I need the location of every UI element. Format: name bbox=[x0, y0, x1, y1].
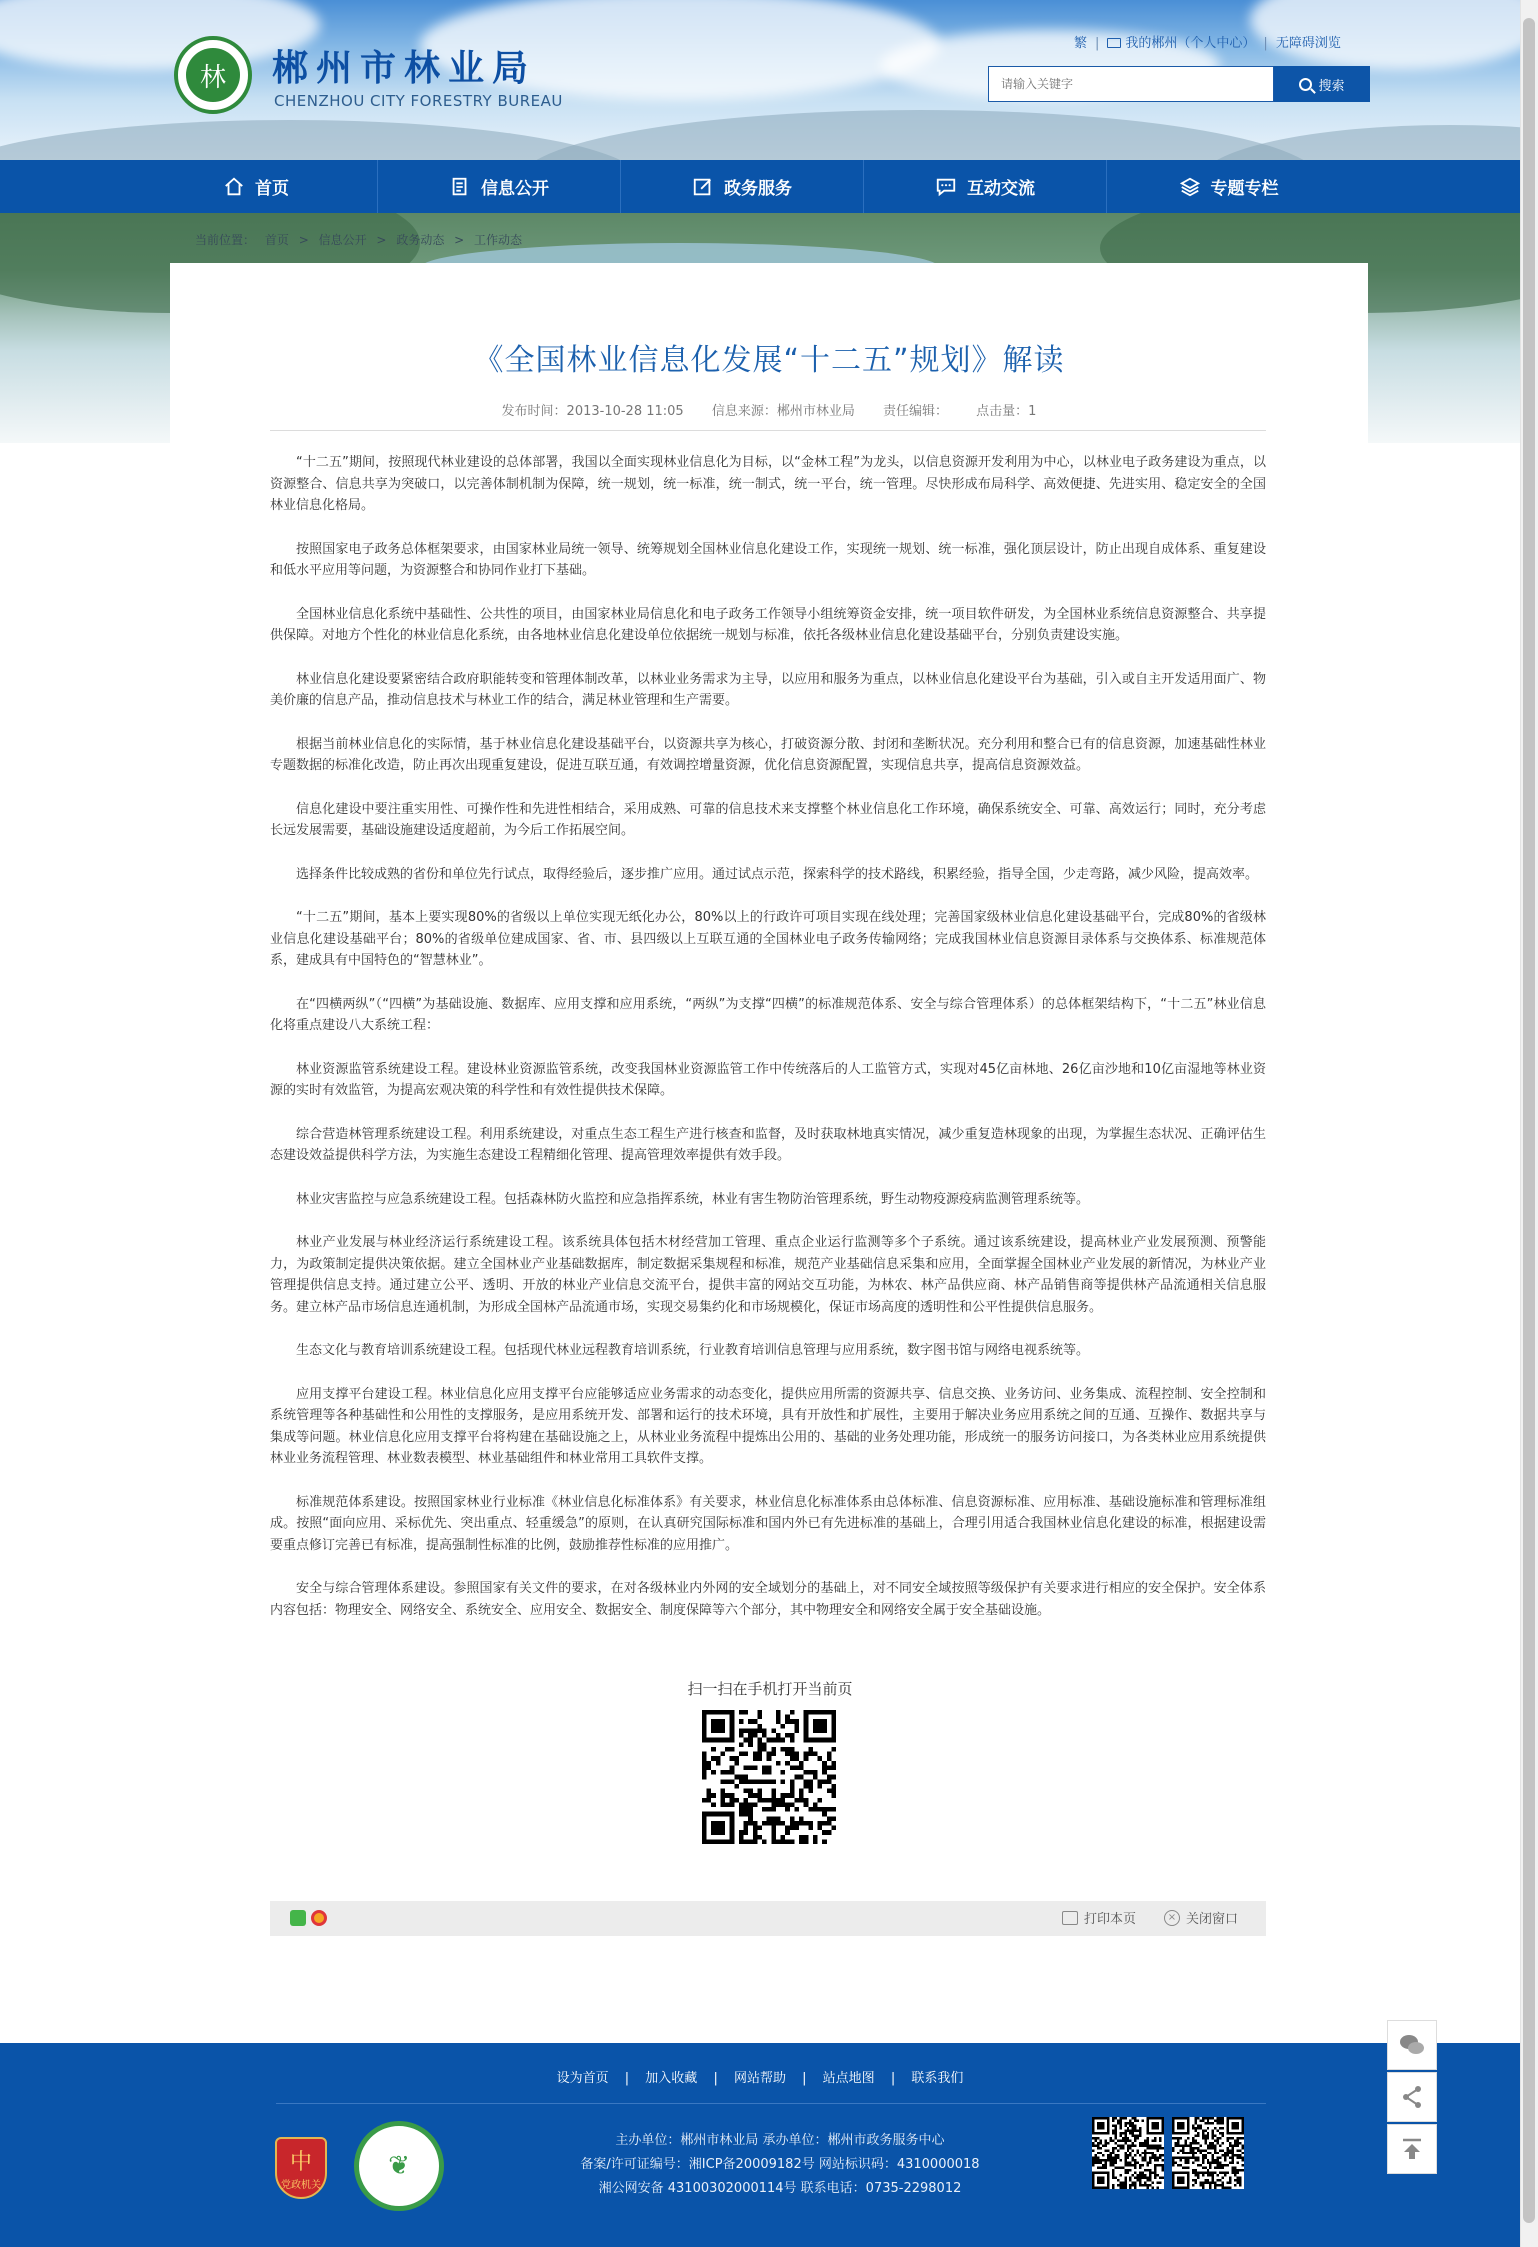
footer-police: 湘公网安备 43100302000114号 联系电话：0735-2298012 bbox=[598, 2181, 962, 2196]
badge-red-label: 党政机关 bbox=[281, 2180, 321, 2191]
article-paragraph: 应用支撑平台建设工程。林业信息化应用支撑平台应能够适应业务需求的动态变化，提供应用所需的资源共享、信息交换、业务访问、业务集成、流程控制、安全控制和系统管理等各种基础性和公用性的支撑服务，是应用系统开发、部署和运行的技术环境，具有开放性和扩展性，主要用于解决业务应用系统之间的互通、互操作、数据共享与集成等问题。林业信息化应用支撑平台将构建在基础设施之上，从林业业务流程中提炼出公用的、基础的业务处理功能，形成统一的服务访问接口，为各类林业应用系统提供林业业务流程管理、林业数表模型、林业基础组件和林业常用工具软件支撑。 bbox=[270, 1386, 1266, 1466]
breadcrumb-separator: > bbox=[376, 233, 387, 247]
article-paragraph: “十二五”期间，基本上要实现80%的省级以上单位实现无纸化办公，80%以上的行政许可项目实现在线处理；完善国家级林业信息化建设基础平台，完成80%的省级林业信息化建设基础平台；80%的省级单位建成国家、省、市、县四级以上互联互通的全国林业电子政务传输网络；完成我国林业信息资源目录体系与交换体系、标准规范体系，建成具有中国特色的“智慧林业”。 bbox=[270, 910, 1266, 968]
article-paragraph: 生态文化与教育培训系统建设工程。包括现代林业远程教育培训系统，行业教育培训信息管理与应用系统，数字图书馆与网络电视系统等。 bbox=[296, 1343, 1090, 1358]
layers-icon bbox=[1179, 176, 1201, 198]
article-paragraph: 全国林业信息化系统中基础性、公共性的项目，由国家林业局信息化和电子政务工作领导小组统筹资金安排，统一项目软件研发，为全国林业系统信息资源整合、共享提供保障。对地方个性化的林业信息化系统，由各地林业信息化建设单位依据统一规划与标准，依托各级林业信息化建设基础平台，分别负责建设实施。 bbox=[270, 606, 1266, 643]
breadcrumb bbox=[195, 231, 528, 248]
breadcrumb-separator: > bbox=[454, 233, 465, 247]
print-label: 打印本页 bbox=[1084, 1912, 1137, 1927]
publish-time: 发布时间：2013-10-28 11:05 bbox=[501, 404, 684, 419]
click-count: 点击量：1 bbox=[976, 404, 1037, 419]
footer-separator: | bbox=[802, 2071, 807, 2086]
top-links: 繁 | 我的郴州（个人中心） | 无障碍浏览 bbox=[1074, 36, 1341, 51]
breadcrumb-separator: > bbox=[298, 233, 309, 247]
editor: 责任编辑： bbox=[883, 404, 949, 419]
qr-caption: 扫一扫在手机打开当前页 bbox=[687, 1680, 853, 1698]
side-float-bar bbox=[1387, 2020, 1437, 2176]
nav-label: 政务服务 bbox=[724, 179, 792, 199]
wechat-share-icon[interactable] bbox=[290, 1910, 306, 1926]
nav-label: 首页 bbox=[255, 179, 289, 199]
home-icon bbox=[223, 176, 245, 198]
breadcrumb-home[interactable]: 首页 bbox=[264, 233, 289, 247]
badge-emblem-icon: 中 bbox=[289, 2150, 312, 2175]
article-paragraph: 综合营造林管理系统建设工程。利用系统建设，对重点生态工程生产进行核查和监督，及时获取林地真实情况，减少重复造林现象的出现，为掌握生态状况、正确评估生态建设效益提供科学方法，为实施生态建设工程精细化管理、提高管理效率提供有效手段。 bbox=[270, 1126, 1266, 1163]
traditional-chinese-link[interactable]: 繁 bbox=[1074, 36, 1088, 51]
nav-label: 信息公开 bbox=[481, 179, 549, 199]
footer-separator: | bbox=[713, 2071, 718, 2086]
search-input[interactable] bbox=[988, 66, 1274, 102]
main-nav bbox=[0, 160, 1520, 213]
site-help-link[interactable]: 网站帮助 bbox=[733, 2071, 786, 2086]
footer-icp: 备案/许可证编号：湘ICP备20009182号 网站标识码：4310000018 bbox=[580, 2157, 980, 2172]
accessible-browse-link[interactable]: 无障碍浏览 bbox=[1275, 36, 1341, 51]
bureau-logo[interactable] bbox=[174, 36, 252, 114]
close-label: 关闭窗口 bbox=[1186, 1912, 1239, 1927]
site-name[interactable]: 郴州市林业局 bbox=[272, 48, 537, 89]
scrollbar-thumb[interactable] bbox=[1523, 18, 1535, 2223]
printer-icon bbox=[1062, 1911, 1078, 1925]
nav-item-info-disclosure[interactable] bbox=[378, 160, 621, 213]
hill-decoration bbox=[520, 110, 1320, 160]
footer-divider bbox=[276, 2103, 1266, 2104]
footer-separator: | bbox=[890, 2071, 896, 2086]
article-paragraph: 信息化建设中要注重实用性、可操作性和先进性相结合，采用成熟、可靠的信息技术来支撑整个林业信息化工作环境，确保系统安全、可靠、高效运行；同时，充分考虑长远发展需要，基础设施建设适度超前，为今后工作拓展空间。 bbox=[270, 801, 1266, 838]
article-paragraph: “十二五”期间，按照现代林业建设的总体部署，我国以全面实现林业信息化为目标，以“金林工程”为龙头，以信息资源开发利用为中心，以林业电子政务建设为重点，以资源整合、信息共享为突破口，以完善体制机制为保障，统一规划，统一标准，统一制式，统一平台，统一管理。尽快形成布局科学、高效便捷、先进实用、稳定安全的全国林业信息化格局。 bbox=[270, 455, 1266, 513]
add-favorite-link[interactable]: 加入收藏 bbox=[645, 2071, 698, 2086]
nav-label: 互动交流 bbox=[967, 179, 1035, 199]
monitor-icon bbox=[1107, 38, 1121, 48]
search-button[interactable] bbox=[1274, 66, 1370, 102]
party-gov-badge[interactable] bbox=[275, 2137, 327, 2199]
article-paragraph: 林业灾害监控与应急系统建设工程。包括森林防火监控和应急指挥系统，林业有害生物防治管理系统，野生动物疫源疫病监测管理系统等。 bbox=[296, 1191, 1090, 1207]
footer-links bbox=[0, 2067, 1520, 2086]
article-paragraph: 林业产业发展与林业经济运行系统建设工程。该系统具体包括木材经营加工管理、重点企业运行监测等多个子系统。通过该系统建设，提高林业产业发展预测、预警能力，为政策制定提供决策依据。建立全国林业产业基础数据库，制定数据采集规程和标准，规范产业基础信息采集和应用，全面掌握全国林业产业发展的新情况，为林业产业管理提供信息支持。通过建立公平、透明、开放的林业产业信息交流平台，提供丰富的网站交互功能，为林农、林产品供应商、林产品销售商等提供林产品流通相关信息服务。建立林产品市场信息连通机制，为形成全国林产品流通市场，实现交易集约化和市场规模化，保证市场高度的透明性和公平性提供信息服务。 bbox=[270, 1235, 1266, 1315]
breadcrumb-info[interactable]: 信息公开 bbox=[318, 233, 367, 247]
back-to-top-button[interactable] bbox=[1387, 2124, 1437, 2174]
close-window-button[interactable] bbox=[1164, 1908, 1238, 1927]
article-title: 《全国林业信息化发展“十二五”规划》解读 bbox=[473, 343, 1065, 378]
tree-emblem-icon: 林 bbox=[186, 48, 240, 102]
divider bbox=[270, 430, 1266, 431]
search-button-label: 搜索 bbox=[1318, 77, 1345, 93]
print-button[interactable] bbox=[1062, 1908, 1136, 1927]
chat-icon bbox=[935, 176, 957, 198]
document-icon bbox=[449, 176, 471, 198]
hill-decoration bbox=[0, 120, 640, 160]
page-qr-code bbox=[702, 1710, 836, 1844]
article-meta bbox=[170, 400, 1368, 419]
set-homepage-link[interactable]: 设为首页 bbox=[556, 2071, 609, 2086]
footer-separator: | bbox=[624, 2071, 630, 2086]
breadcrumb-work[interactable]: 工作动态 bbox=[474, 233, 523, 247]
my-chenzhou-link[interactable]: 我的郴州（个人中心） bbox=[1125, 36, 1256, 51]
footer-qr-code-1 bbox=[1092, 2117, 1164, 2189]
nav-label: 专题专栏 bbox=[1210, 179, 1279, 199]
share-icon bbox=[1398, 2083, 1426, 2111]
share-float-button[interactable] bbox=[1387, 2072, 1437, 2122]
article-paragraph: 林业信息化建设要紧密结合政府职能转变和管理体制改革，以林业业务需求为主导，以应用和服务为重点，以林业信息化建设平台为基础，引入或自主开发适用面广、物美价廉的信息产品，推动信息技术与林业工作的结合，满足林业管理和生产需要。 bbox=[270, 671, 1266, 708]
nav-item-gov-service[interactable] bbox=[621, 160, 864, 213]
civilization-badge[interactable] bbox=[354, 2121, 444, 2211]
article-paragraph: 根据当前林业信息化的实际情，基于林业信息化建设基础平台，以资源共享为核心，打破资源分散、封闭和垄断状况。充分利用和整合已有的信息资源，加速基础性林业专题数据的标准化改造，防止再次出现重复建设，促进互联互通，有效调控增量资源，优化信息资源配置，实现信息共享，提高信息资源效益。 bbox=[270, 736, 1266, 773]
breadcrumb-prefix: 当前位置： bbox=[195, 233, 256, 247]
article-paragraph: 在“四横两纵”（“四横”为基础设施、数据库、应用支撑和应用系统，“两纵”为支撑“四横”的标准规范体系、安全与综合管理体系）的总体框架结构下，“十二五”林业信息化将重点建设八大系统工程： bbox=[270, 996, 1266, 1033]
sitemap-link[interactable]: 站点地图 bbox=[822, 2071, 875, 2086]
wechat-icon bbox=[1398, 2031, 1426, 2059]
footer-qr-code-2 bbox=[1172, 2117, 1244, 2189]
article-paragraph: 选择条件比较成熟的省份和单位先行试点，取得经验后，逐步推广应用。通过试点示范，探索科学的技术路线，积累经验，指导全国，少走弯路，减少风险，提高效率。 bbox=[296, 866, 1259, 882]
footer-sponsor: 主办单位：郴州市林业局 承办单位：郴州市政务服务中心 bbox=[615, 2133, 945, 2148]
article-paragraph: 按照国家电子政务总体框架要求，由国家林业局统一领导、统筹规划全国林业信息化建设工作，实现统一规划、统一标准，强化顶层设计，防止出现自成体系、重复建设和低水平应用等问题，为资源整合和协同作业打下基础。 bbox=[270, 541, 1266, 578]
edit-icon bbox=[692, 176, 714, 198]
nav-item-special-topics[interactable] bbox=[1107, 160, 1350, 213]
search-icon bbox=[1299, 78, 1312, 91]
article-paragraph: 标准规范体系建设。按照国家林业行业标准《林业信息化标准体系》有关要求，林业信息化标准体系由总体标准、信息资源标准、应用标准、基础设施标准和管理标准组成。按照“面向应用、采标优先、突出重点、轻重缓急”的原则，在认真研究国际标准和国内外已有先进标准的基础上，合理引用适合我国林业信息化建设的标准，根据建设需要重点修订完善已有标准，提高强制性标准的比例，鼓励推荐性标准的应用推广。 bbox=[270, 1494, 1266, 1553]
leaf-icon: ❦ bbox=[388, 2151, 410, 2181]
article-paragraph: 林业资源监管系统建设工程。建设林业资源监管系统，改变我国林业资源监管工作中传统落后的人工监管方式，实现对45亿亩林地、26亿亩沙地和10亿亩湿地等林业资源的实时有效监管，为提高宏观决策的科学性和有效性提供技术保障。 bbox=[270, 1061, 1266, 1098]
wechat-float-button[interactable] bbox=[1387, 2020, 1437, 2070]
contact-us-link[interactable]: 联系我们 bbox=[911, 2071, 964, 2086]
weibo-share-icon[interactable] bbox=[311, 1910, 327, 1926]
nav-item-interaction[interactable] bbox=[864, 160, 1107, 213]
site-name-en: CHENZHOU CITY FORESTRY BUREAU bbox=[274, 92, 563, 110]
breadcrumb-dynamics[interactable]: 政务动态 bbox=[396, 233, 445, 247]
arrow-up-icon bbox=[1398, 2135, 1426, 2163]
site-footer bbox=[0, 2043, 1520, 2247]
close-icon: × bbox=[1164, 1910, 1180, 1926]
nav-item-home[interactable] bbox=[135, 160, 378, 213]
article-paragraph: 安全与综合管理体系建设。参照国家有关文件的要求，在对各级林业内外网的安全域划分的基础上，对不同安全域按照等级保护有关要求进行相应的安全保护。安全体系内容包括：物理安全、网络安全、系统安全、应用安全、数据安全、制度保障等六个部分，其中物理安全和网络安全属于安全基础设施。 bbox=[270, 1581, 1266, 1618]
info-source: 信息来源：郴州市林业局 bbox=[711, 404, 855, 419]
article-body bbox=[270, 452, 1266, 1621]
